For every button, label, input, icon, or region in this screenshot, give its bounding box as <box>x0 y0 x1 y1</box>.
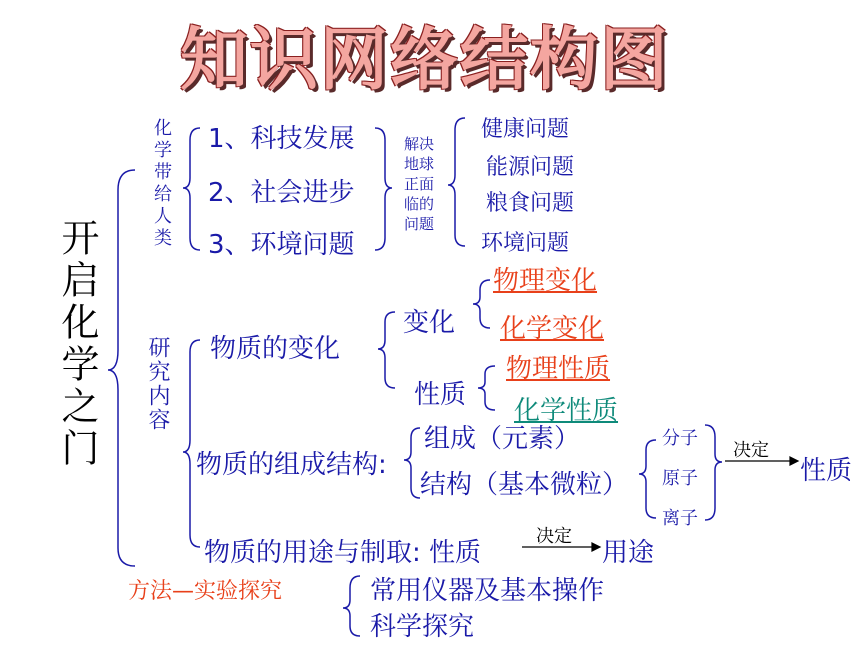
problem-item: 健康问题 <box>481 117 570 142</box>
branch1-item: 2、社会进步 <box>208 178 355 208</box>
arrow-label: 决定 <box>733 440 769 461</box>
change-sub1: 变化 <box>403 308 456 338</box>
problem-item: 环境问题 <box>481 231 570 256</box>
branch2-label: 研究内容 <box>145 336 170 432</box>
physical-change: 物理变化 <box>493 266 598 296</box>
particle-item: 分子 <box>662 428 698 449</box>
physical-property: 物理性质 <box>506 354 611 384</box>
branch1-label: 化学带给人类 <box>151 118 172 250</box>
arrow-label: 决定 <box>536 526 572 547</box>
problem-item: 能源问题 <box>486 155 575 180</box>
branch3-label: 方法—实验探究 <box>128 579 283 604</box>
change-sub2: 性质 <box>414 380 467 410</box>
page-title: 知识网络结构图 <box>180 21 671 100</box>
composition-label: 物质的组成结构: <box>196 450 387 480</box>
root-label: 开启化学之门 <box>55 218 99 470</box>
problem-item: 粮食问题 <box>486 191 575 216</box>
change-label: 物质的变化 <box>210 334 341 364</box>
branch3-item: 科学探究 <box>370 612 475 642</box>
composition-item: 结构（基本微粒） <box>420 470 629 500</box>
composition-item: 组成（元素） <box>424 424 581 454</box>
usage-result: 用途 <box>602 538 655 568</box>
composition-result: 性质 <box>800 456 853 486</box>
chemical-change: 化学变化 <box>500 314 605 344</box>
branch1-item: 1、科技发展 <box>208 124 355 154</box>
solve-label: 解决地球正面临的问题 <box>404 135 435 233</box>
usage-label: 物质的用途与制取: 性质 <box>204 538 482 568</box>
particle-item: 离子 <box>662 508 698 529</box>
branch3-item: 常用仪器及基本操作 <box>370 576 605 606</box>
branch1-item: 3、环境问题 <box>208 230 355 260</box>
particle-item: 原子 <box>662 468 698 489</box>
chemical-property: 化学性质 <box>514 396 619 426</box>
